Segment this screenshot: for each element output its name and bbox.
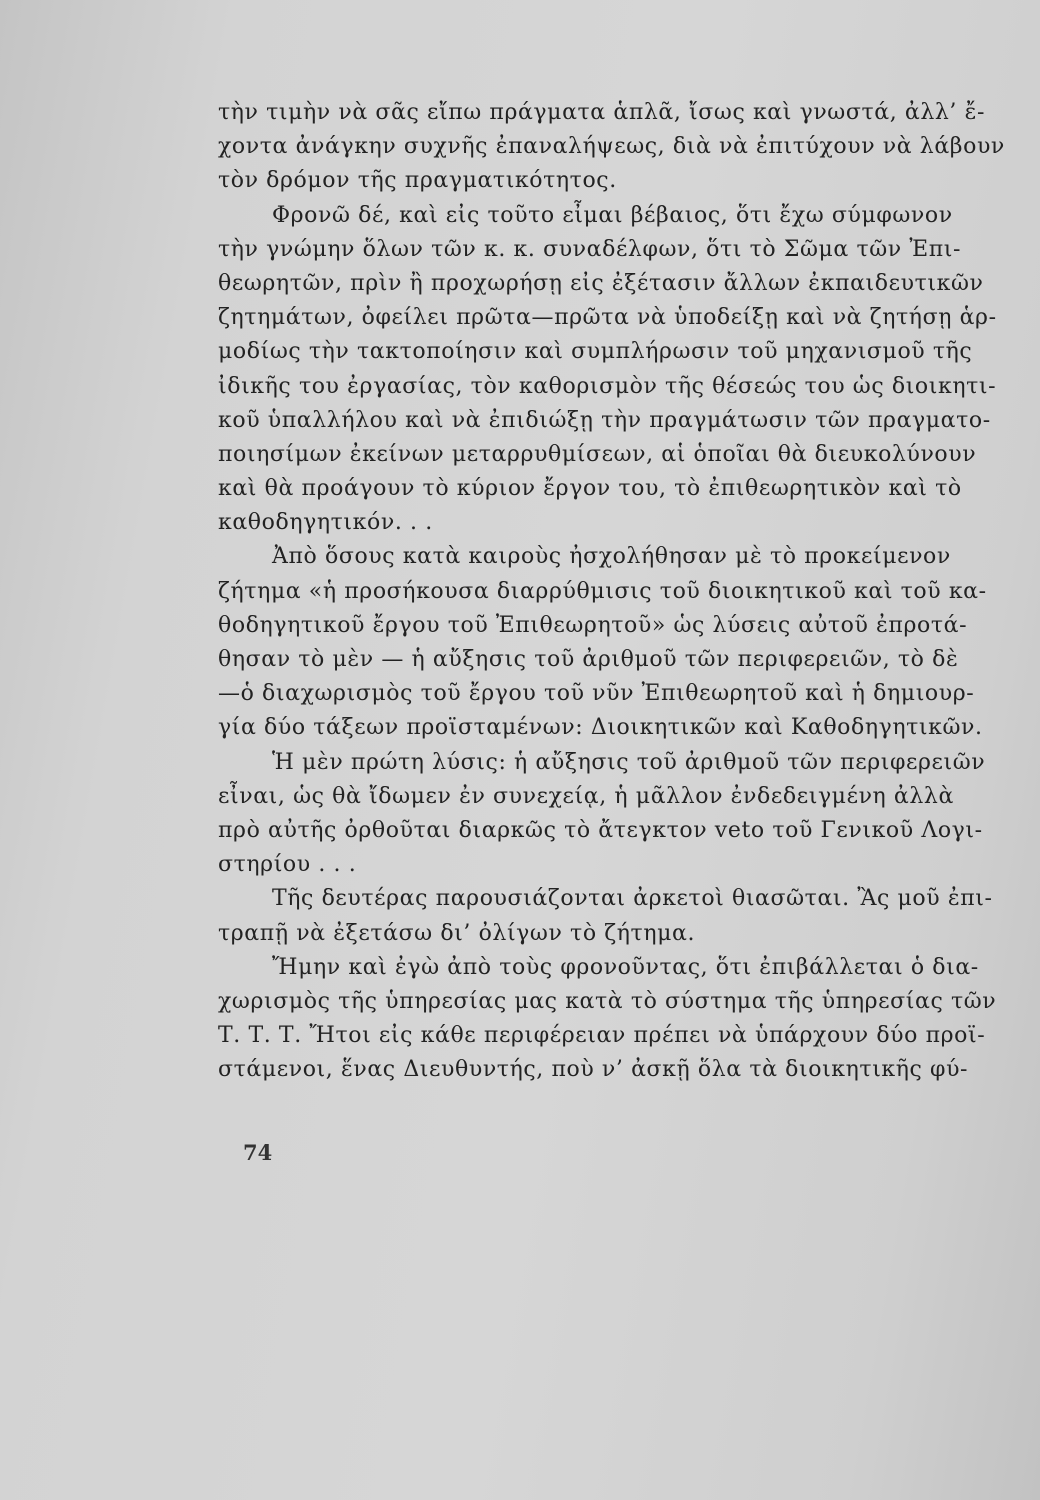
text-line: κοῦ ὑπαλλήλου καὶ νὰ ἐπιδιώξῃ τὴν πραγμάτωσιν τῶν πραγματο- — [218, 407, 991, 433]
text-line: θεωρητῶν, πρὶν ἢ προχωρήσῃ εἰς ἐξέτασιν ἄλλων ἐκπαιδευτικῶν — [218, 270, 984, 296]
text-line: —ὁ διαχωρισμὸς τοῦ ἔργου τοῦ νῦν Ἐπιθεωρητοῦ καὶ ἡ δημιουρ- — [218, 681, 975, 707]
text-line: εἶναι, ὡς θὰ ἴδωμεν ἐν συνεχείᾳ, ἡ μᾶλλον ἐνδεδειγμένη ἀλλὰ — [218, 783, 954, 809]
paragraph — [218, 199, 997, 541]
text-line: στηρίου . . . — [218, 852, 357, 878]
text-line: Τ. Τ. Τ. Ἤτοι εἰς κάθε περιφέρειαν πρέπει νὰ ὑπάρχουν δύο προϊ- — [218, 1023, 986, 1049]
text-line: Φρονῶ δέ, καὶ εἰς τοῦτο εἶμαι βέβαιος, ὅτι ἔχω σύμφωνον — [272, 202, 953, 228]
text-line: ζήτημα «ἡ προσήκουσα διαρρύθμισις τοῦ διοικητικοῦ καὶ τοῦ κα- — [218, 578, 987, 604]
text-line: χοντα ἀνάγκην συχνῆς ἐπαναλήψεως, διὰ νὰ ἐπιτύχουν νὰ λάβουν — [218, 134, 1005, 160]
paragraph — [218, 746, 986, 883]
body-text — [218, 96, 1005, 1087]
text-line: μοδίως τὴν τακτοποίησιν καὶ συμπλήρωσιν τοῦ μηχανισμοῦ τῆς — [218, 339, 973, 365]
text-line: ζητημάτων, ὀφείλει πρῶτα—πρῶτα νὰ ὑποδείξῃ καὶ νὰ ζητήσῃ ἁρ- — [218, 305, 997, 331]
paragraph — [218, 540, 987, 745]
text-line: καὶ θὰ προάγουν τὸ κύριον ἔργον του, τὸ ἐπιθεωρητικὸν καὶ τὸ — [218, 476, 962, 502]
text-line: τραπῇ νὰ ἐξετάσω δι’ ὀλίγων τὸ ζήτημα. — [218, 920, 696, 946]
text-line: τὴν γνώμην ὅλων τῶν κ. κ. συναδέλφων, ὅτι τὸ Σῶμα τῶν Ἐπι- — [218, 236, 962, 262]
text-line: Ἡ μὲν πρώτη λύσις: ἡ αὔξησις τοῦ ἀριθμοῦ τῶν περιφερειῶν — [272, 749, 986, 775]
text-line: Ἀπὸ ὅσους κατὰ καιροὺς ἠσχολήθησαν μὲ τὸ προκείμενον — [272, 544, 951, 570]
paragraph — [218, 882, 993, 950]
text-line: στάμενοι, ἕνας Διευθυντής, ποὺ ν’ ἀσκῇ ὅλα τὰ διοικητικῆς φύ- — [218, 1057, 969, 1083]
text-line: τὸν δρόμον τῆς πραγματικότητος. — [218, 168, 617, 194]
text-line: ἰδικῆς του ἐργασίας, τὸν καθορισμὸν τῆς θέσεώς του ὡς διοικητι- — [218, 373, 997, 399]
text-line: θοδηγητικοῦ ἔργου τοῦ Ἐπιθεωρητοῦ» ὡς λύσεις αὐτοῦ ἐπροτά- — [218, 612, 968, 638]
paragraph — [218, 951, 997, 1088]
text-line: θησαν τὸ μὲν — ἡ αὔξησις τοῦ ἀριθμοῦ τῶν περιφερειῶν, τὸ δὲ — [218, 647, 959, 672]
text-line: Τῆς δευτέρας παρουσιάζονται ἀρκετοὶ θιασῶται. Ἂς μοῦ ἐπι- — [272, 886, 993, 912]
text-line: τὴν τιμὴν νὰ σᾶς εἴπω πράγματα ἁπλᾶ, ἴσως καὶ γνωστά, ἀλλ’ ἔ- — [218, 100, 986, 125]
text-line: καθοδηγητικόν. . . — [218, 510, 433, 536]
paragraph — [218, 96, 1005, 199]
text-line: γία δύο τάξεων προϊσταμένων: Διοικητικῶν καὶ Καθοδηγητικῶν. — [218, 715, 983, 741]
text-line: χωρισμὸς τῆς ὑπηρεσίας μας κατὰ τὸ σύστημα τῆς ὑπηρεσίας τῶν — [218, 988, 997, 1014]
text-line: ποιησίμων ἐκείνων μεταρρυθμίσεων, αἱ ὁποῖαι θὰ διευκολύνουν — [218, 441, 977, 467]
page-number: 74 — [243, 1140, 273, 1165]
text-line: Ἤμην καὶ ἐγὼ ἀπὸ τοὺς φρονοῦντας, ὅτι ἐπιβάλλεται ὁ δια- — [272, 954, 979, 980]
text-line: πρὸ αὐτῆς ὀρθοῦται διαρκῶς τὸ ἄτεγκτον veto τοῦ Γενικοῦ Λογι- — [218, 817, 983, 843]
